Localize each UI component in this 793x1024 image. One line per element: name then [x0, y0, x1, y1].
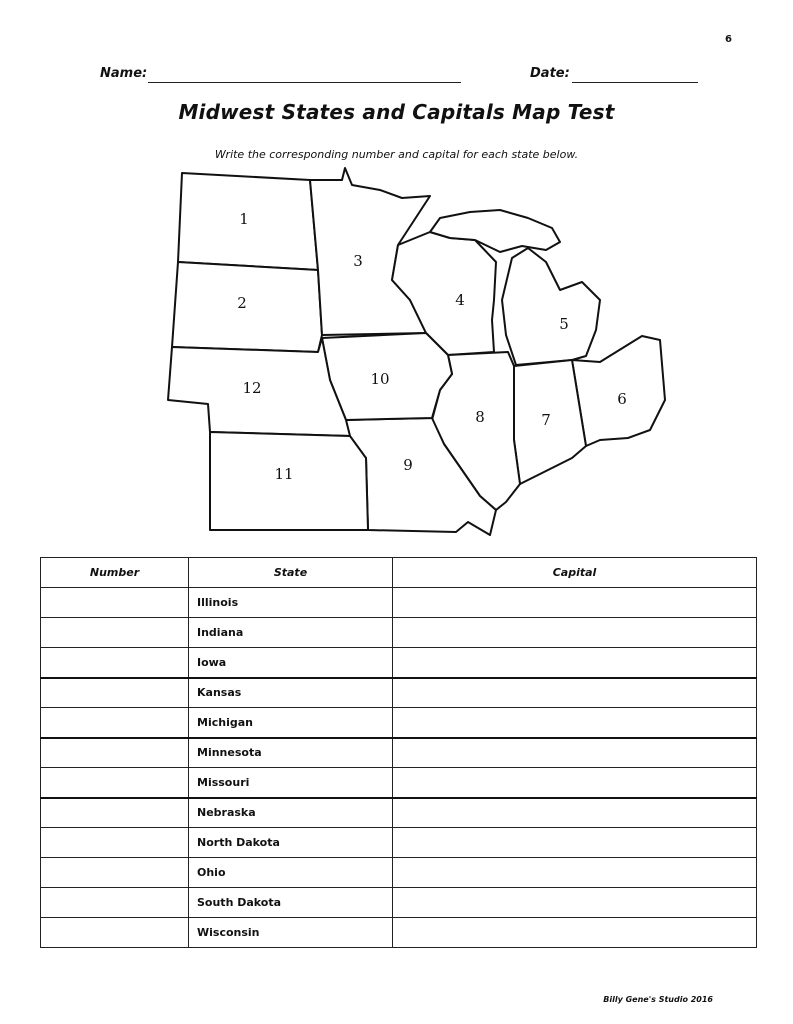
number-cell[interactable] [41, 858, 189, 888]
table-row [41, 768, 757, 798]
capital-cell[interactable] [393, 858, 757, 888]
table-row [41, 648, 757, 678]
state-cell: Ohio [189, 858, 393, 888]
state-cell: Nebraska [189, 798, 393, 828]
map-label-8: 8 [475, 408, 485, 426]
capital-cell[interactable] [393, 828, 757, 858]
midwest-map [160, 166, 680, 546]
date-label: Date: [530, 66, 570, 81]
number-cell[interactable] [41, 768, 189, 798]
map-label-11: 11 [274, 465, 294, 483]
capital-cell[interactable] [393, 588, 757, 618]
number-cell[interactable] [41, 588, 189, 618]
number-cell[interactable] [41, 888, 189, 918]
table-row [41, 588, 757, 618]
header-number: Number [41, 558, 189, 588]
number-cell[interactable] [41, 828, 189, 858]
footer-credit: Billy Gene's Studio 2016 [603, 995, 713, 1004]
page-title: Midwest States and Capitals Map Test [178, 100, 615, 124]
map-label-7: 7 [541, 411, 551, 429]
state-cell: Michigan [189, 708, 393, 738]
capital-cell[interactable] [393, 618, 757, 648]
capital-cell[interactable] [393, 888, 757, 918]
header-capital: Capital [393, 558, 757, 588]
number-cell[interactable] [41, 648, 189, 678]
table-row [41, 738, 757, 768]
state-cell: South Dakota [189, 888, 393, 918]
map-label-6: 6 [617, 390, 627, 408]
state-cell: Minnesota [189, 738, 393, 768]
capital-cell[interactable] [393, 678, 757, 708]
capital-cell[interactable] [393, 648, 757, 678]
map-region-2 [172, 262, 322, 352]
state-cell: Wisconsin [189, 918, 393, 948]
map-label-3: 3 [353, 252, 363, 270]
map-region-5 [502, 248, 600, 365]
number-cell[interactable] [41, 738, 189, 768]
table-header-row [41, 558, 757, 588]
state-cell: Iowa [189, 648, 393, 678]
capital-cell[interactable] [393, 768, 757, 798]
table-row [41, 888, 757, 918]
table-row [41, 858, 757, 888]
capital-cell[interactable] [393, 708, 757, 738]
state-cell: Kansas [189, 678, 393, 708]
state-cell: North Dakota [189, 828, 393, 858]
capital-cell[interactable] [393, 738, 757, 768]
state-cell: Missouri [189, 768, 393, 798]
number-cell[interactable] [41, 798, 189, 828]
table-row [41, 678, 757, 708]
name-label: Name: [100, 66, 148, 81]
map-label-5: 5 [559, 315, 569, 333]
map-label-12: 12 [242, 379, 262, 397]
instructions: Write the corresponding number and capital for each state below. [214, 148, 579, 161]
table-row [41, 798, 757, 828]
date-field-line[interactable] [572, 82, 698, 83]
page-number: 6 [725, 34, 732, 45]
table-row [41, 918, 757, 948]
number-cell[interactable] [41, 918, 189, 948]
map-label-9: 9 [403, 456, 413, 474]
table-row [41, 828, 757, 858]
map-label-1: 1 [239, 210, 249, 228]
map-label-2: 2 [237, 294, 247, 312]
name-field-line[interactable] [148, 82, 461, 83]
map-label-10: 10 [370, 370, 390, 388]
state-cell: Indiana [189, 618, 393, 648]
table-row [41, 618, 757, 648]
capital-cell[interactable] [393, 918, 757, 948]
capital-cell[interactable] [393, 798, 757, 828]
number-cell[interactable] [41, 708, 189, 738]
number-cell[interactable] [41, 618, 189, 648]
number-cell[interactable] [41, 678, 189, 708]
state-cell: Illinois [189, 588, 393, 618]
header-state: State [189, 558, 393, 588]
table-row [41, 708, 757, 738]
map-label-4: 4 [455, 291, 465, 309]
answer-table [40, 557, 757, 948]
